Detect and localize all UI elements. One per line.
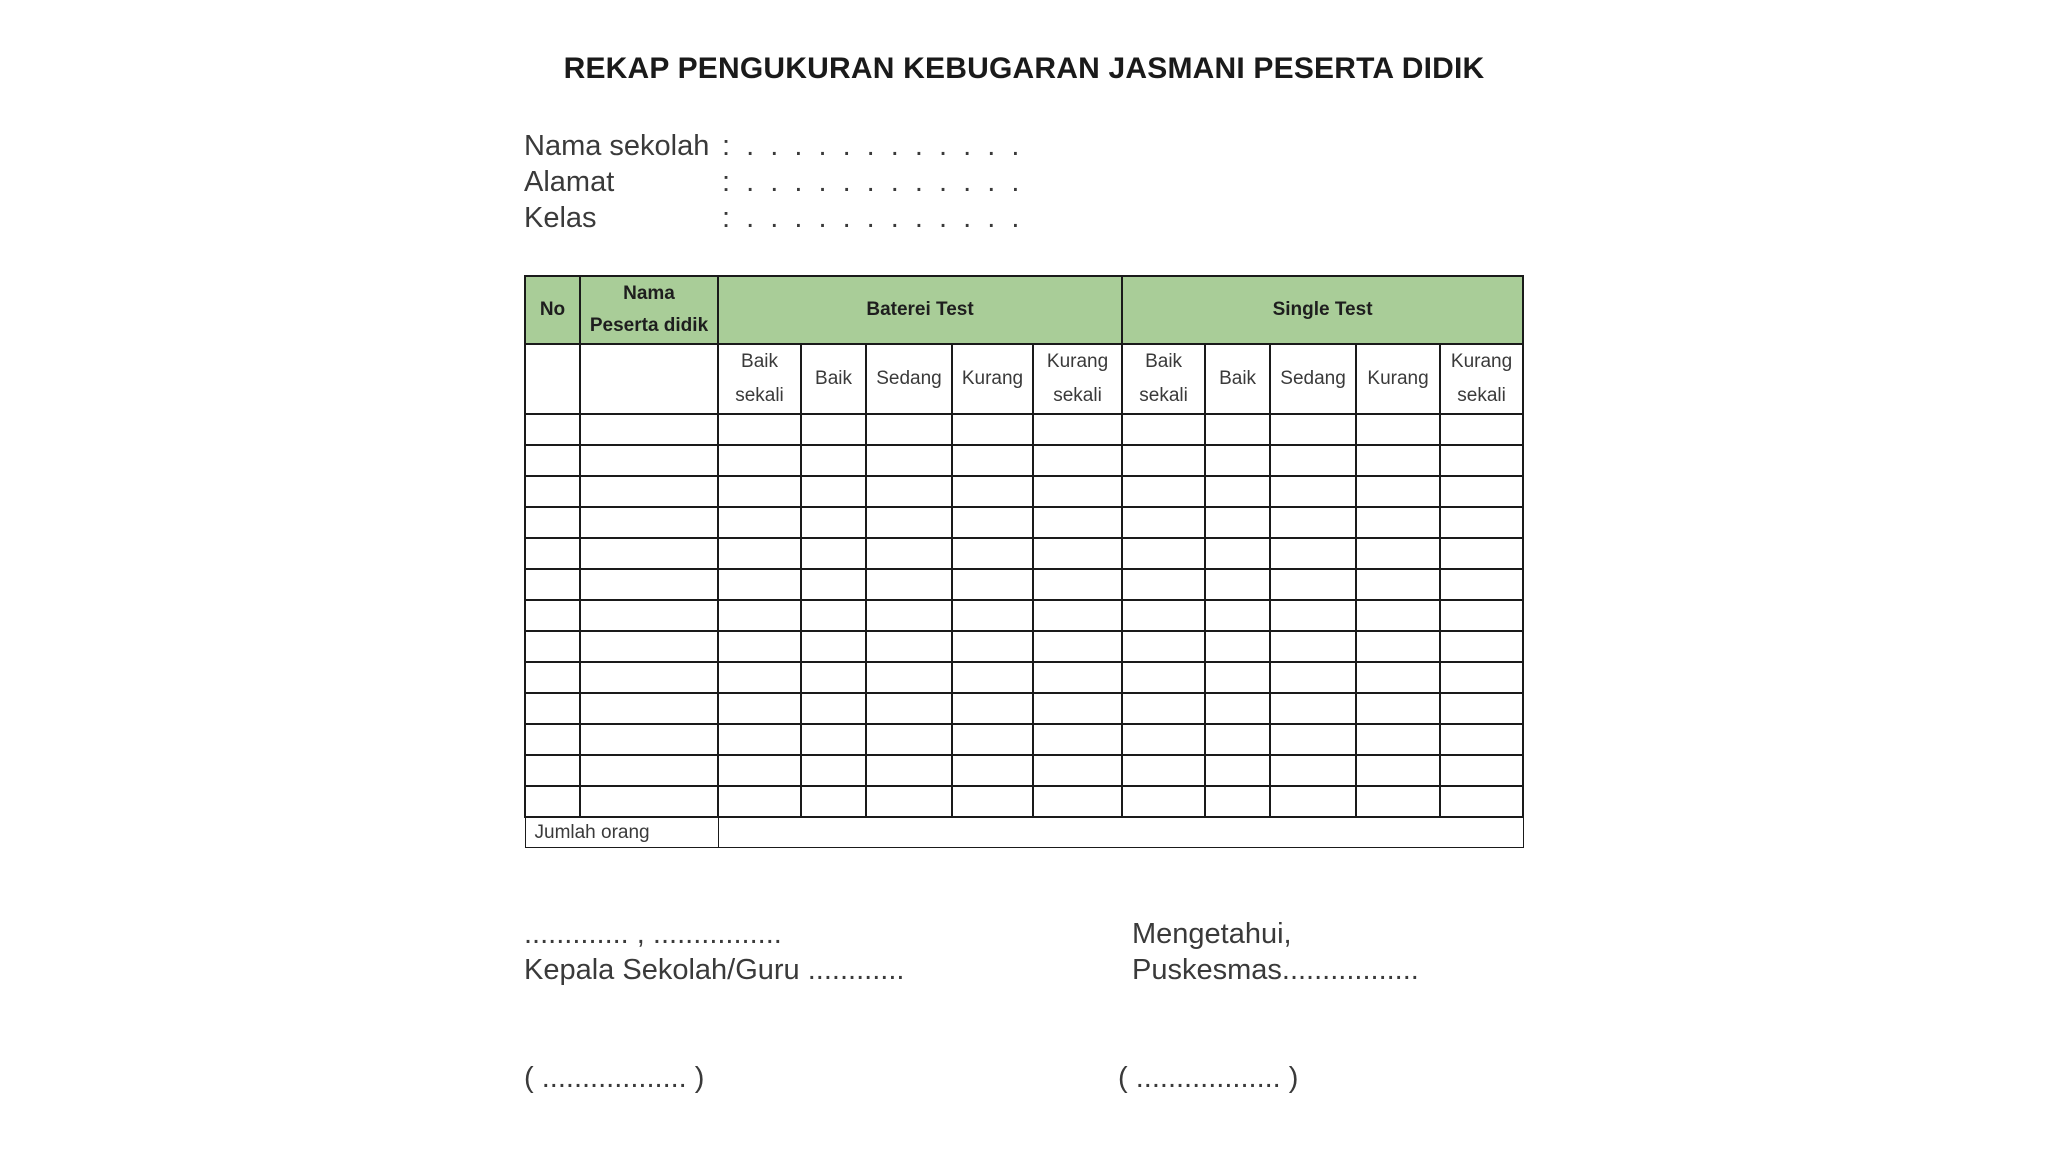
table-cell[interactable] [801, 724, 866, 755]
table-cell[interactable] [1440, 569, 1523, 600]
table-cell[interactable] [1033, 414, 1122, 445]
table-cell[interactable] [1356, 662, 1440, 693]
table-row [525, 755, 1523, 786]
signature-principal-title: Kepala Sekolah/Guru ............ [524, 954, 905, 986]
table-cell[interactable] [1122, 445, 1205, 476]
table-cell[interactable] [1033, 600, 1122, 631]
table-cell[interactable] [1205, 476, 1270, 507]
table-cell[interactable] [1440, 414, 1523, 445]
table-cell[interactable] [525, 600, 580, 631]
table-cell[interactable] [952, 600, 1033, 631]
table-cell[interactable] [580, 600, 718, 631]
table-cell[interactable] [1205, 662, 1270, 693]
subheader-baterei-baik-sekali: Baik sekali [718, 344, 801, 414]
table-cell[interactable] [525, 786, 580, 817]
subheader-single-kurang: Kurang [1356, 344, 1440, 414]
table-cell[interactable] [718, 786, 801, 817]
table-cell[interactable] [1205, 693, 1270, 724]
table-cell[interactable] [525, 631, 580, 662]
table-cell[interactable] [525, 755, 580, 786]
table-row [525, 445, 1523, 476]
table-cell[interactable] [1033, 662, 1122, 693]
table-cell[interactable] [580, 631, 718, 662]
subheader-single-baik-sekali: Baik sekali [1122, 344, 1205, 414]
table-cell[interactable] [1122, 600, 1205, 631]
table-cell[interactable] [580, 693, 718, 724]
table-cell[interactable] [1356, 538, 1440, 569]
table-cell[interactable] [801, 786, 866, 817]
table-cell[interactable] [1122, 693, 1205, 724]
table-cell[interactable] [1356, 600, 1440, 631]
table-cell[interactable] [580, 476, 718, 507]
table-cell[interactable] [525, 662, 580, 693]
table-cell[interactable] [718, 724, 801, 755]
table-cell[interactable] [1270, 755, 1356, 786]
page-title: REKAP PENGUKURAN KEBUGARAN JASMANI PESERTA DIDIK [563, 52, 1485, 85]
table-cell[interactable] [866, 631, 952, 662]
table-header-row [525, 276, 1523, 344]
table-cell[interactable] [580, 724, 718, 755]
table-cell[interactable] [718, 445, 801, 476]
table-cell[interactable] [1122, 786, 1205, 817]
table-cell[interactable] [580, 786, 718, 817]
table-cell[interactable] [1270, 662, 1356, 693]
header-baterei-test: Baterei Test [718, 276, 1122, 344]
table-cell[interactable] [718, 600, 801, 631]
table-row [525, 631, 1523, 662]
table-cell[interactable] [866, 445, 952, 476]
field-label: Kelas [524, 202, 597, 234]
table-cell[interactable] [1033, 786, 1122, 817]
table-cell[interactable] [866, 724, 952, 755]
table-cell[interactable] [952, 476, 1033, 507]
table-cell[interactable] [952, 507, 1033, 538]
table-cell[interactable] [525, 538, 580, 569]
table-cell[interactable] [1033, 569, 1122, 600]
table-cell[interactable] [801, 538, 866, 569]
table-cell[interactable] [801, 445, 866, 476]
table-cell[interactable] [1122, 414, 1205, 445]
table-cell[interactable] [1122, 569, 1205, 600]
table-cell[interactable] [580, 569, 718, 600]
table-cell[interactable] [1440, 445, 1523, 476]
field-value: : . . . . . . . . . . . . [722, 202, 1024, 234]
table-cell[interactable] [1205, 786, 1270, 817]
table-cell[interactable] [952, 414, 1033, 445]
table-cell[interactable] [580, 445, 718, 476]
table-cell[interactable] [952, 662, 1033, 693]
table-cell[interactable] [952, 569, 1033, 600]
table-cell[interactable] [525, 569, 580, 600]
table-cell[interactable] [525, 476, 580, 507]
table-cell[interactable] [1122, 507, 1205, 538]
table-cell[interactable] [1356, 786, 1440, 817]
table-cell[interactable] [1205, 507, 1270, 538]
table-cell[interactable] [1270, 538, 1356, 569]
table-cell[interactable] [866, 538, 952, 569]
subheader-single-kurang-sekali: Kurang sekali [1440, 344, 1523, 414]
field-value: : . . . . . . . . . . . . [722, 130, 1024, 162]
subheader-empty-name [580, 344, 718, 414]
table-row [525, 693, 1523, 724]
table-cell[interactable] [525, 445, 580, 476]
table-cell[interactable] [1205, 414, 1270, 445]
table-cell[interactable] [1122, 755, 1205, 786]
table-cell[interactable] [1122, 662, 1205, 693]
table-row [525, 476, 1523, 507]
signature-principal-name: ( .................. ) [524, 1062, 705, 1094]
table-cell[interactable] [1033, 693, 1122, 724]
table-cell[interactable] [525, 507, 580, 538]
subheader-baterei-kurang-sekali: Kurang sekali [1033, 344, 1122, 414]
table-cell[interactable] [952, 786, 1033, 817]
table-cell[interactable] [1440, 693, 1523, 724]
table-cell[interactable] [1440, 538, 1523, 569]
table-cell[interactable] [1440, 662, 1523, 693]
table-footer-row [525, 817, 1523, 848]
table-cell[interactable] [1440, 507, 1523, 538]
signature-acknowledged: Mengetahui, [1132, 918, 1292, 950]
table-cell[interactable] [866, 569, 952, 600]
table-cell[interactable] [1033, 538, 1122, 569]
subheader-single-baik: Baik [1205, 344, 1270, 414]
table-cell[interactable] [801, 631, 866, 662]
subheader-baterei-kurang: Kurang [952, 344, 1033, 414]
table-cell[interactable] [718, 414, 801, 445]
table-cell[interactable] [1205, 755, 1270, 786]
table-cell[interactable] [1033, 445, 1122, 476]
table-cell[interactable] [801, 476, 866, 507]
table-row [525, 414, 1523, 445]
table-cell[interactable] [718, 569, 801, 600]
table-cell[interactable] [718, 662, 801, 693]
table-cell[interactable] [801, 662, 866, 693]
table-cell[interactable] [1270, 693, 1356, 724]
recap-table [524, 275, 1524, 848]
table-cell[interactable] [1033, 631, 1122, 662]
signature-puskesmas-title: Puskesmas................. [1132, 954, 1419, 986]
table-cell[interactable] [580, 414, 718, 445]
table-cell[interactable] [801, 569, 866, 600]
table-cell[interactable] [718, 538, 801, 569]
table-cell[interactable] [1122, 538, 1205, 569]
table-cell[interactable] [1205, 569, 1270, 600]
table-cell[interactable] [1122, 631, 1205, 662]
header-no: No [525, 276, 580, 344]
table-cell[interactable] [1033, 755, 1122, 786]
field-value: : . . . . . . . . . . . . [722, 166, 1024, 198]
table-cell[interactable] [1440, 631, 1523, 662]
header-name-line2: Peserta didik [589, 315, 709, 336]
table-row [525, 600, 1523, 631]
subheader-empty-no [525, 344, 580, 414]
table-cell[interactable] [1440, 786, 1523, 817]
table-row [525, 507, 1523, 538]
table-cell[interactable] [952, 538, 1033, 569]
table-cell[interactable] [1205, 631, 1270, 662]
subheader-baterei-baik: Baik [801, 344, 866, 414]
table-cell[interactable] [1205, 538, 1270, 569]
table-cell[interactable] [1356, 507, 1440, 538]
table-cell[interactable] [1356, 569, 1440, 600]
table-cell[interactable] [718, 476, 801, 507]
table-cell[interactable] [1205, 724, 1270, 755]
table-cell[interactable] [1440, 755, 1523, 786]
table-cell[interactable] [866, 600, 952, 631]
header-student-name [580, 276, 718, 344]
subheader-single-sedang: Sedang [1270, 344, 1356, 414]
table-cell[interactable] [866, 414, 952, 445]
table-cell[interactable] [525, 414, 580, 445]
table-cell[interactable] [1033, 476, 1122, 507]
table-cell[interactable] [1270, 786, 1356, 817]
table-cell[interactable] [580, 538, 718, 569]
table-cell[interactable] [1356, 724, 1440, 755]
table-cell[interactable] [1356, 693, 1440, 724]
table-cell[interactable] [1356, 476, 1440, 507]
table-cell[interactable] [866, 755, 952, 786]
table-cell[interactable] [1440, 476, 1523, 507]
table-cell[interactable] [952, 631, 1033, 662]
table-cell[interactable] [801, 414, 866, 445]
table-cell[interactable] [952, 724, 1033, 755]
table-cell[interactable] [1270, 476, 1356, 507]
table-cell[interactable] [801, 693, 866, 724]
table-cell[interactable] [1356, 755, 1440, 786]
table-cell[interactable] [580, 755, 718, 786]
table-cell[interactable] [801, 755, 866, 786]
table-cell[interactable] [1270, 445, 1356, 476]
table-cell[interactable] [718, 693, 801, 724]
table-cell[interactable] [1356, 445, 1440, 476]
table-subheader-row [525, 344, 1523, 414]
table-cell[interactable] [580, 507, 718, 538]
table-cell[interactable] [1440, 724, 1523, 755]
table-cell[interactable] [718, 507, 801, 538]
table-cell[interactable] [801, 507, 866, 538]
table-cell[interactable] [801, 600, 866, 631]
footer-total-label: Jumlah orang [525, 817, 718, 848]
table-body [525, 414, 1523, 817]
table-cell[interactable] [718, 631, 801, 662]
table-cell[interactable] [866, 786, 952, 817]
signature-puskesmas-name: ( .................. ) [1118, 1062, 1299, 1094]
header-name-line1: Nama [623, 283, 675, 304]
table-cell[interactable] [718, 755, 801, 786]
table-cell[interactable] [1356, 414, 1440, 445]
table-cell[interactable] [952, 693, 1033, 724]
table-cell[interactable] [952, 445, 1033, 476]
table-cell[interactable] [1270, 569, 1356, 600]
table-cell[interactable] [1270, 600, 1356, 631]
table-cell[interactable] [866, 476, 952, 507]
table-cell[interactable] [580, 662, 718, 693]
table-cell[interactable] [1033, 724, 1122, 755]
field-label: Alamat [524, 166, 615, 198]
table-cell[interactable] [1356, 631, 1440, 662]
table-cell[interactable] [1270, 631, 1356, 662]
table-cell[interactable] [1270, 414, 1356, 445]
field-label: Nama sekolah [524, 130, 710, 162]
footer-total-value[interactable] [718, 817, 1523, 848]
table-cell[interactable] [866, 507, 952, 538]
header-single-test: Single Test [1122, 276, 1523, 344]
table-cell[interactable] [952, 755, 1033, 786]
table-row [525, 538, 1523, 569]
table-row [525, 786, 1523, 817]
table-row [525, 569, 1523, 600]
table-cell[interactable] [1270, 724, 1356, 755]
table-row [525, 724, 1523, 755]
table-cell[interactable] [866, 662, 952, 693]
table-row [525, 662, 1523, 693]
table-cell[interactable] [1033, 507, 1122, 538]
table-cell[interactable] [1122, 724, 1205, 755]
signature-place-date: ............. , ................ [524, 918, 782, 950]
table-cell[interactable] [866, 693, 952, 724]
table-cell[interactable] [1270, 507, 1356, 538]
table-cell[interactable] [1440, 600, 1523, 631]
table-cell[interactable] [525, 693, 580, 724]
table-cell[interactable] [1205, 600, 1270, 631]
table-cell[interactable] [1205, 445, 1270, 476]
subheader-baterei-sedang: Sedang [866, 344, 952, 414]
table-cell[interactable] [525, 724, 580, 755]
table-cell[interactable] [1122, 476, 1205, 507]
